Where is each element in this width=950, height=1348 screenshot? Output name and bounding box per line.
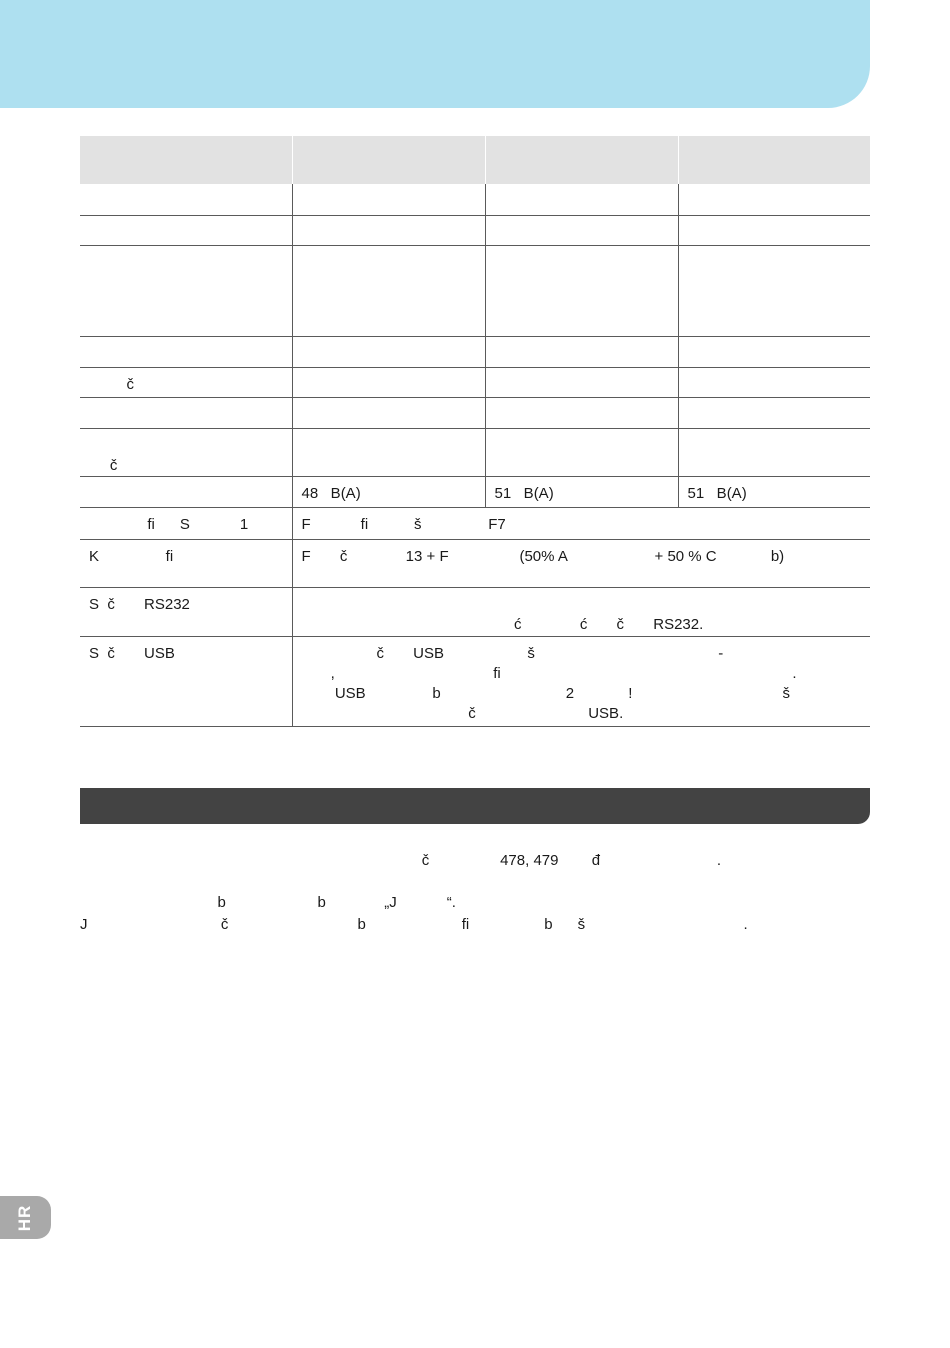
table-cell: ć ć č RS232. bbox=[292, 587, 870, 636]
table-row bbox=[80, 587, 870, 636]
table-row bbox=[80, 367, 870, 397]
table-cell bbox=[485, 245, 678, 336]
table-cell bbox=[485, 367, 678, 397]
table-row bbox=[80, 336, 870, 367]
table-cell bbox=[80, 184, 292, 215]
table-cell bbox=[678, 215, 870, 245]
table-cell bbox=[292, 245, 485, 336]
table-cell bbox=[292, 367, 485, 397]
table-cell: 48 B(A) bbox=[292, 476, 485, 507]
table-cell bbox=[678, 367, 870, 397]
table-cell bbox=[292, 397, 485, 428]
table-cell bbox=[292, 215, 485, 245]
table-row bbox=[80, 636, 870, 726]
table-cell bbox=[485, 136, 678, 184]
table-row bbox=[80, 507, 870, 539]
table-cell bbox=[485, 184, 678, 215]
specifications-table bbox=[80, 136, 870, 727]
table-cell bbox=[80, 397, 292, 428]
table-cell bbox=[678, 245, 870, 336]
table-cell bbox=[80, 245, 292, 336]
table-cell bbox=[678, 184, 870, 215]
table-cell: 51 B(A) bbox=[678, 476, 870, 507]
table-cell: 51 B(A) bbox=[485, 476, 678, 507]
table-cell bbox=[678, 336, 870, 367]
table-cell bbox=[485, 215, 678, 245]
language-tab bbox=[0, 1196, 51, 1239]
table-row bbox=[80, 539, 870, 587]
table-cell bbox=[485, 336, 678, 367]
table-cell bbox=[485, 397, 678, 428]
table-cell: fi S 1 bbox=[80, 507, 292, 539]
table-cell bbox=[485, 428, 678, 476]
table-cell bbox=[80, 136, 292, 184]
header-band bbox=[0, 0, 870, 108]
table-cell: F fi š F7 bbox=[292, 507, 870, 539]
table-cell bbox=[292, 136, 485, 184]
table-cell bbox=[292, 428, 485, 476]
table-cell: S č RS232 bbox=[80, 587, 292, 636]
table-row bbox=[80, 245, 870, 336]
table-row bbox=[80, 215, 870, 245]
table-header-row bbox=[80, 136, 870, 184]
table-cell: č USB š - , fi . USB b 2 ! š č USB. bbox=[292, 636, 870, 726]
paragraph-2: b b „J “. J č b fi b š . bbox=[80, 894, 748, 933]
table-cell bbox=[678, 136, 870, 184]
table-cell: K fi bbox=[80, 539, 292, 587]
table-cell bbox=[292, 336, 485, 367]
table-cell bbox=[80, 215, 292, 245]
table-row bbox=[80, 428, 870, 476]
table-cell bbox=[80, 336, 292, 367]
table-cell: F č 13 + F (50% A + 50 % C b) bbox=[292, 539, 870, 587]
table-cell bbox=[292, 184, 485, 215]
table-row bbox=[80, 184, 870, 215]
table-cell bbox=[678, 397, 870, 428]
table-cell: č bbox=[80, 428, 292, 476]
table-cell bbox=[80, 476, 292, 507]
language-tab-label: HR bbox=[15, 1204, 34, 1232]
table-cell: č bbox=[80, 367, 292, 397]
section-header-bar bbox=[80, 788, 870, 824]
table-cell: S č USB bbox=[80, 636, 292, 726]
table-row bbox=[80, 397, 870, 428]
table-cell bbox=[678, 428, 870, 476]
paragraph-1: č 478, 479 đ . bbox=[80, 852, 722, 869]
table-row bbox=[80, 476, 870, 507]
